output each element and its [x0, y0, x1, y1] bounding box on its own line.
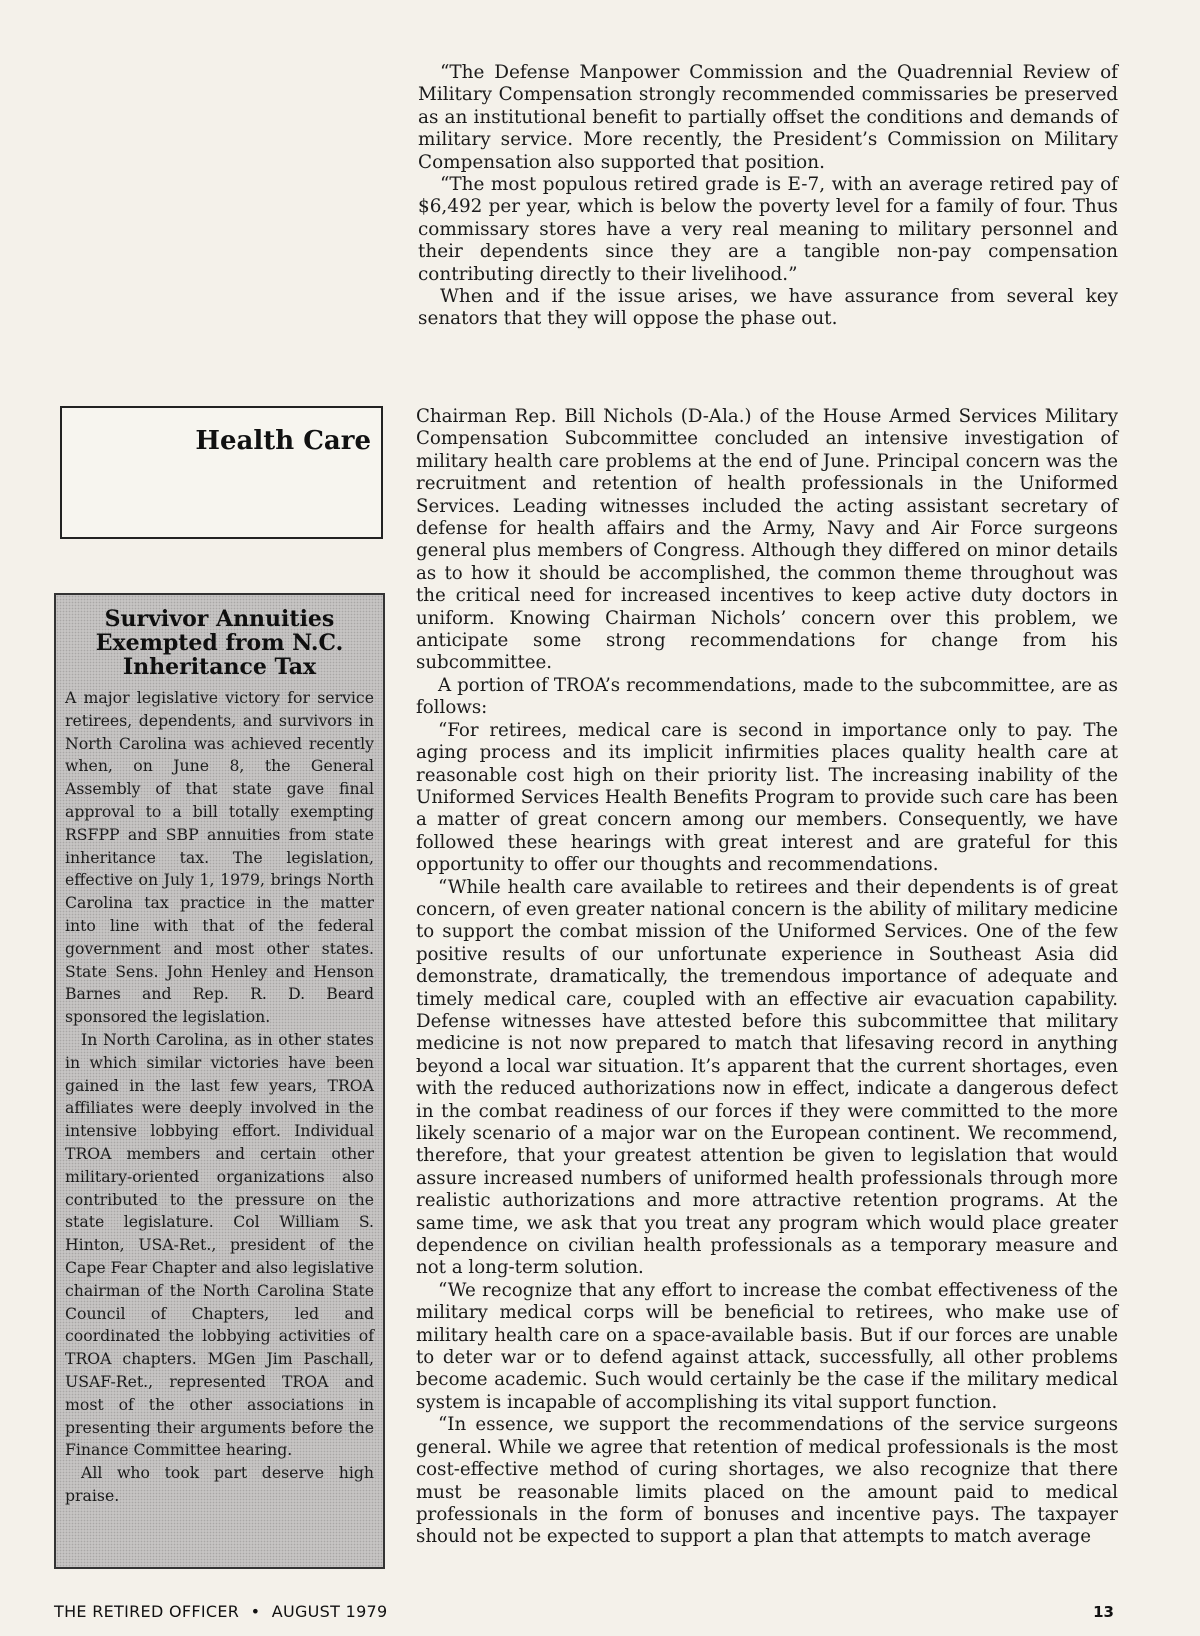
- article-paragraph: Chairman Rep. Bill Nichols (D-Ala.) of the House Armed Services Military Compensation Subcommittee concluded an intensive investigation of military health care problems at the end of June. Principal concern was the recruitment and retention of health professionals in the Uniformed Services. Leading witnesses included the acting assistant secretary of defense for health affairs and the Army, Navy and Air Force surgeons general plus members of Congress. Although they differed on minor details as to how it should be accomplished, the common theme throughout was the critical need for increased incentives to keep active duty doctors in uniform. Knowing Chairman Nichols’ concern over this problem, we anticipate some strong recommendations for change from his subcommittee.: [416, 406, 1118, 674]
- footer-bullet: •: [250, 1602, 261, 1621]
- sidebar-article: [54, 593, 385, 1569]
- sidebar-paragraph: In North Carolina, as in other states in which similar victories have been gained in the last few years, TROA affiliates were deeply involved in the intensive lobbying effort. Individual TROA members and certain other military-oriented organizations also contributed to the pressure on the state legislature. Col William S. Hinton, USA-Ret., president of the Cape Fear Chapter and also legislative chairman of the North Carolina State Council of Chapters, led and coordinated the lobbying activities of TROA chapters. MGen Jim Paschall, USAF-Ret., represented TROA and most of the other associations in presenting their arguments before the Finance Committee hearing.: [65, 1029, 374, 1460]
- top-quote-paragraph: “The Defense Manpower Commission and the Quadrennial Review of Military Compensation strongly recommended commissaries be preserved as an institutional benefit to partially offset the conditions and demands of military service. More recently, the President’s Commission on Military Compensation also supported that position.: [418, 62, 1118, 173]
- section-heading-box: [60, 406, 383, 539]
- article-paragraph: “In essence, we support the recommendations of the service surgeons general. While we agree that retention of medical professionals is the most cost-effective method of curing shortages, we also recognize that there must be reasonable limits placed on the amount paid to medical professionals in the form of bonuses and incentive pays. The taxpayer should not be expected to support a plan that attempts to match average: [416, 1414, 1118, 1548]
- sidebar-paragraph: A major legislative victory for service retirees, dependents, and survivors in North Carolina was achieved recently when, on June 8, the General Assembly of that state gave final approval to a bill totally exempting RSFPP and SBP annuities from state inheritance tax. The legislation, effective on July 1, 1979, brings North Carolina tax practice in the matter into line with that of the federal government and most other states. State Sens. John Henley and Henson Barnes and Rep. R. D. Beard sponsored the legislation.: [65, 688, 374, 1027]
- main-article-body: [416, 406, 1118, 1549]
- top-quote-block: [418, 62, 1118, 331]
- top-quote-paragraph: “The most populous retired grade is E-7, with an average retired pay of $6,492 per year, which is below the poverty level for a family of four. Thus commissary stores have a very real meaning to military personnel and their dependents since they are a tangible non-pay compensation contributing directly to their livelihood.”: [418, 174, 1118, 285]
- section-heading: Health Care: [195, 426, 371, 456]
- article-paragraph: “While health care available to retirees and their dependents is of great concern, of even greater national concern is the ability of military medicine to support the combat mission of the Uniformed Services. One of the few positive results of our unfortunate experience in Southeast Asia did demonstrate, dramatically, the tremendous importance of adequate and timely medical care, coupled with an effective air evacuation capability. Defense witnesses have attested before this subcommittee that military medicine is not now prepared to match that lifesaving record in anything beyond a local war situation. It’s apparent that the current shortages, even with the reduced authorizations now in effect, indicate a dangerous defect in the combat readiness of our forces if they were committed to the more likely scenario of a major war on the European continent. We recommend, therefore, that your greatest attention be given to legislation that would assure increased numbers of uniformed health professionals through more realistic authorizations and more attractive retention programs. At the same time, we ask that you treat any program which would place greater dependence on civilian health professionals as a temporary measure and not a long-term solution.: [416, 876, 1118, 1279]
- sidebar-title: Survivor Annuities Exempted from N.C. Inheritance Tax: [95, 606, 344, 680]
- footer-date: AUGUST 1979: [271, 1602, 388, 1621]
- page-number: 13: [1093, 1603, 1114, 1621]
- article-paragraph: A portion of TROA’s recommendations, made to the subcommittee, are as follows:: [416, 674, 1118, 719]
- footer-running-head: [54, 1602, 388, 1621]
- sidebar-paragraph: All who took part deserve high praise.: [65, 1463, 374, 1505]
- sidebar-body: [65, 687, 374, 1508]
- footer-publication: THE RETIRED OFFICER: [54, 1602, 240, 1621]
- top-quote-paragraph: When and if the issue arises, we have assurance from several key senators that they will oppose the phase out.: [418, 286, 1118, 330]
- article-paragraph: “We recognize that any effort to increase the combat effectiveness of the military medical corps will be beneficial to retirees, who make use of military health care on a space-available basis. But if our forces are unable to deter war or to defend against attack, successfully, all other problems become academic. Such would certainly be the case if the military medical system is incapable of accomplishing its vital support function.: [416, 1279, 1118, 1413]
- article-paragraph: “For retirees, medical care is second in importance only to pay. The aging process and its implicit infirmities places quality health care at reasonable cost high on their priority list. The increasing inability of the Uniformed Services Health Benefits Program to provide such care has been a matter of great concern among our members. Consequently, we have followed these hearings with great interest and are grateful for this opportunity to offer our thoughts and recommendations.: [416, 719, 1118, 876]
